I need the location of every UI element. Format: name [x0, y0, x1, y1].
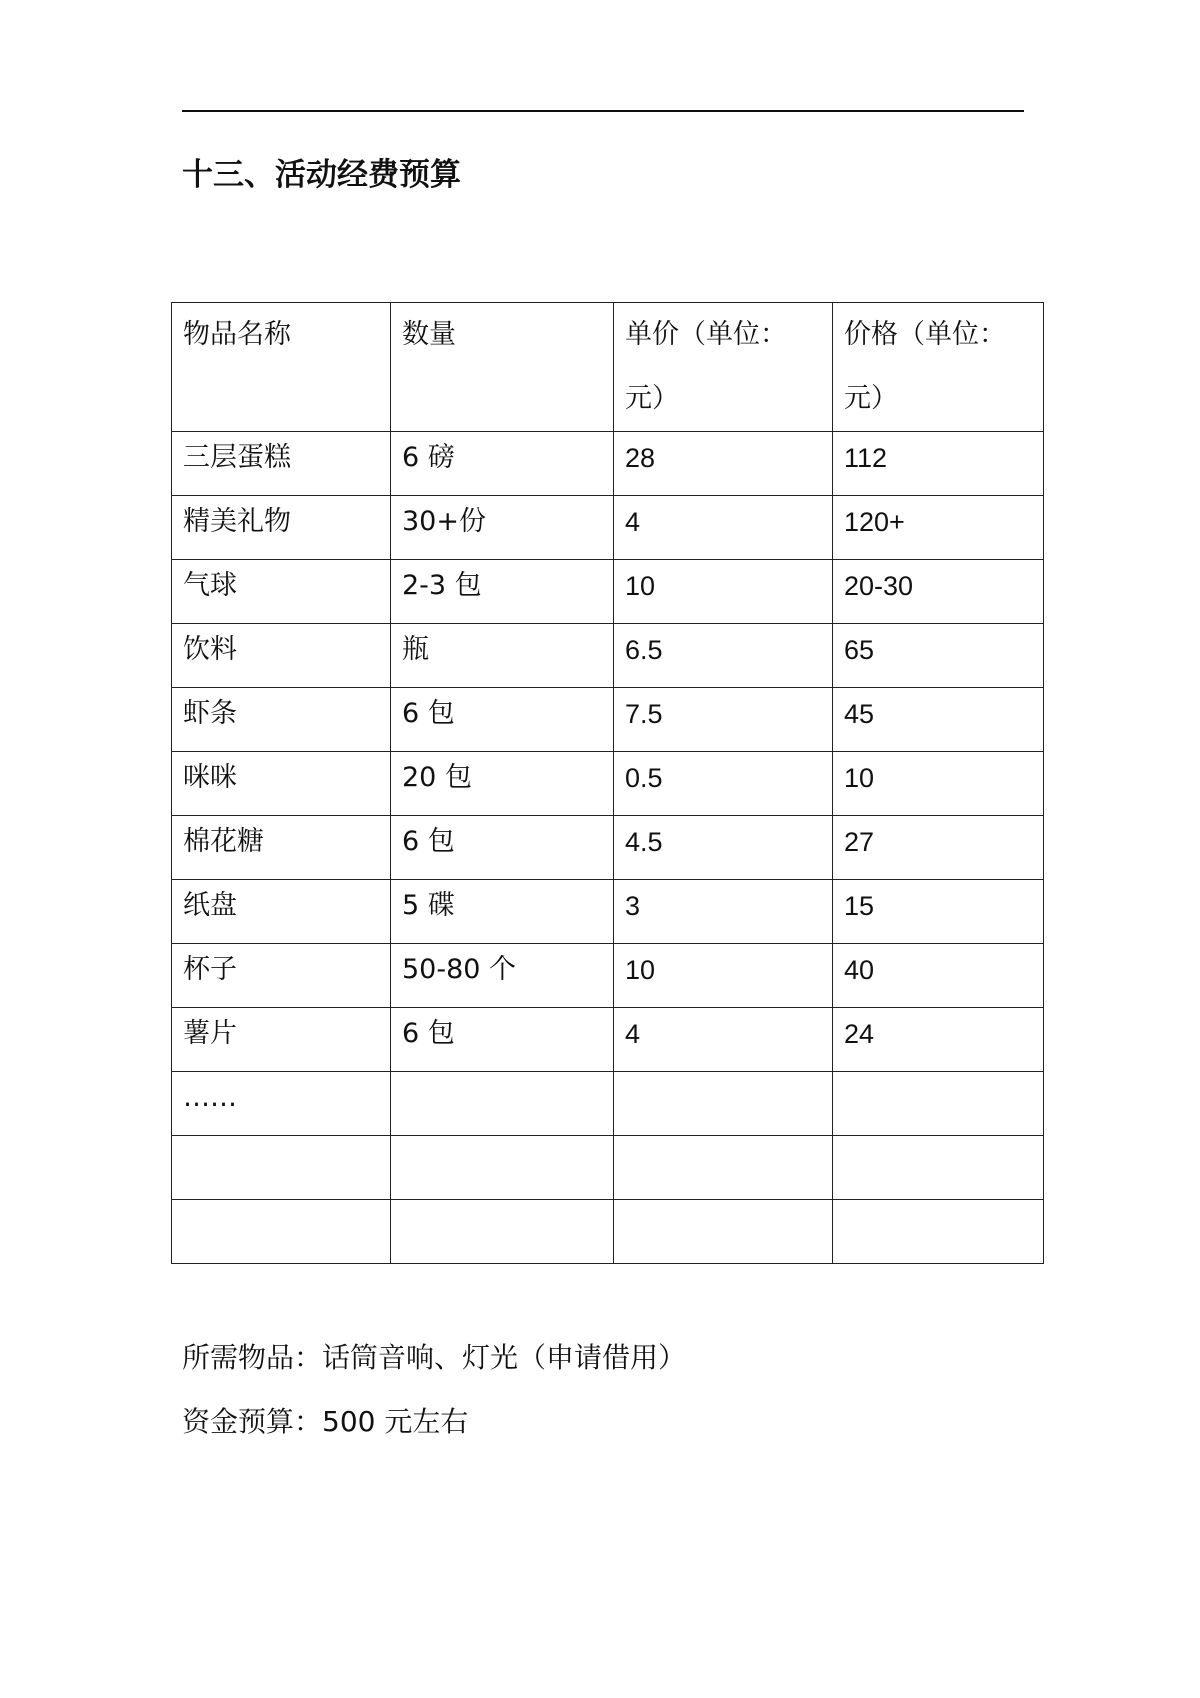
- budget-note: 资金预算：500 元左右: [182, 1405, 469, 1438]
- cell-item-name: ……: [172, 1072, 391, 1136]
- cell-unit-price: 0.5: [614, 752, 833, 816]
- cell-price: 10: [833, 752, 1044, 816]
- table-row: [172, 752, 1044, 816]
- cell-unit-price: 28: [614, 432, 833, 496]
- budget-table: [171, 302, 1044, 1264]
- table-row: [172, 1008, 1044, 1072]
- table-row: [172, 560, 1044, 624]
- cell-quantity: 20 包: [391, 752, 614, 816]
- cell-quantity: 6 磅: [391, 432, 614, 496]
- cell-item-name: [172, 1200, 391, 1264]
- cell-quantity: [391, 1200, 614, 1264]
- cell-price: [833, 1200, 1044, 1264]
- cell-item-name: 杯子: [172, 944, 391, 1008]
- table-row: [172, 880, 1044, 944]
- header-price: 价格（单位：元）: [833, 303, 1044, 432]
- cell-item-name: 虾条: [172, 688, 391, 752]
- cell-price: 20-30: [833, 560, 1044, 624]
- cell-quantity: 6 包: [391, 816, 614, 880]
- cell-unit-price: [614, 1136, 833, 1200]
- cell-item-name: 三层蛋糕: [172, 432, 391, 496]
- cell-unit-price: 4.5: [614, 816, 833, 880]
- cell-quantity: 瓶: [391, 624, 614, 688]
- cell-price: 45: [833, 688, 1044, 752]
- cell-quantity: 5 碟: [391, 880, 614, 944]
- table-row: [172, 1136, 1044, 1200]
- cell-unit-price: 4: [614, 496, 833, 560]
- table-row: [172, 816, 1044, 880]
- table-row: [172, 432, 1044, 496]
- cell-quantity: [391, 1072, 614, 1136]
- cell-unit-price: 7.5: [614, 688, 833, 752]
- cell-item-name: 咪咪: [172, 752, 391, 816]
- cell-quantity: 50-80 个: [391, 944, 614, 1008]
- cell-item-name: 纸盘: [172, 880, 391, 944]
- header-item-name: 物品名称: [172, 303, 391, 432]
- cell-item-name: 饮料: [172, 624, 391, 688]
- cell-price: [833, 1072, 1044, 1136]
- cell-quantity: 6 包: [391, 688, 614, 752]
- cell-unit-price: 3: [614, 880, 833, 944]
- cell-price: 65: [833, 624, 1044, 688]
- cell-unit-price: 10: [614, 944, 833, 1008]
- table-row: [172, 688, 1044, 752]
- table-header-row: [172, 303, 1044, 432]
- cell-price: 24: [833, 1008, 1044, 1072]
- table-row: [172, 944, 1044, 1008]
- cell-quantity: 2-3 包: [391, 560, 614, 624]
- cell-item-name: 精美礼物: [172, 496, 391, 560]
- cell-item-name: 棉花糖: [172, 816, 391, 880]
- cell-price: [833, 1136, 1044, 1200]
- cell-quantity: [391, 1136, 614, 1200]
- cell-unit-price: 10: [614, 560, 833, 624]
- section-title: 十三、活动经费预算: [182, 157, 461, 193]
- header-quantity: 数量: [391, 303, 614, 432]
- cell-quantity: 6 包: [391, 1008, 614, 1072]
- cell-price: 27: [833, 816, 1044, 880]
- cell-item-name: 气球: [172, 560, 391, 624]
- table-row: [172, 1072, 1044, 1136]
- cell-price: 40: [833, 944, 1044, 1008]
- cell-unit-price: 6.5: [614, 624, 833, 688]
- header-rule: [182, 110, 1024, 112]
- table-row: [172, 624, 1044, 688]
- required-items-note: 所需物品：话筒音响、灯光（申请借用）: [182, 1341, 687, 1374]
- cell-price: 15: [833, 880, 1044, 944]
- cell-unit-price: 4: [614, 1008, 833, 1072]
- table-row: [172, 1200, 1044, 1264]
- table-row: [172, 496, 1044, 560]
- cell-unit-price: [614, 1072, 833, 1136]
- cell-price: 112: [833, 432, 1044, 496]
- cell-quantity: 30+份: [391, 496, 614, 560]
- cell-price: 120+: [833, 496, 1044, 560]
- cell-item-name: [172, 1136, 391, 1200]
- cell-item-name: 薯片: [172, 1008, 391, 1072]
- header-unit-price: 单价（单位：元）: [614, 303, 833, 432]
- cell-unit-price: [614, 1200, 833, 1264]
